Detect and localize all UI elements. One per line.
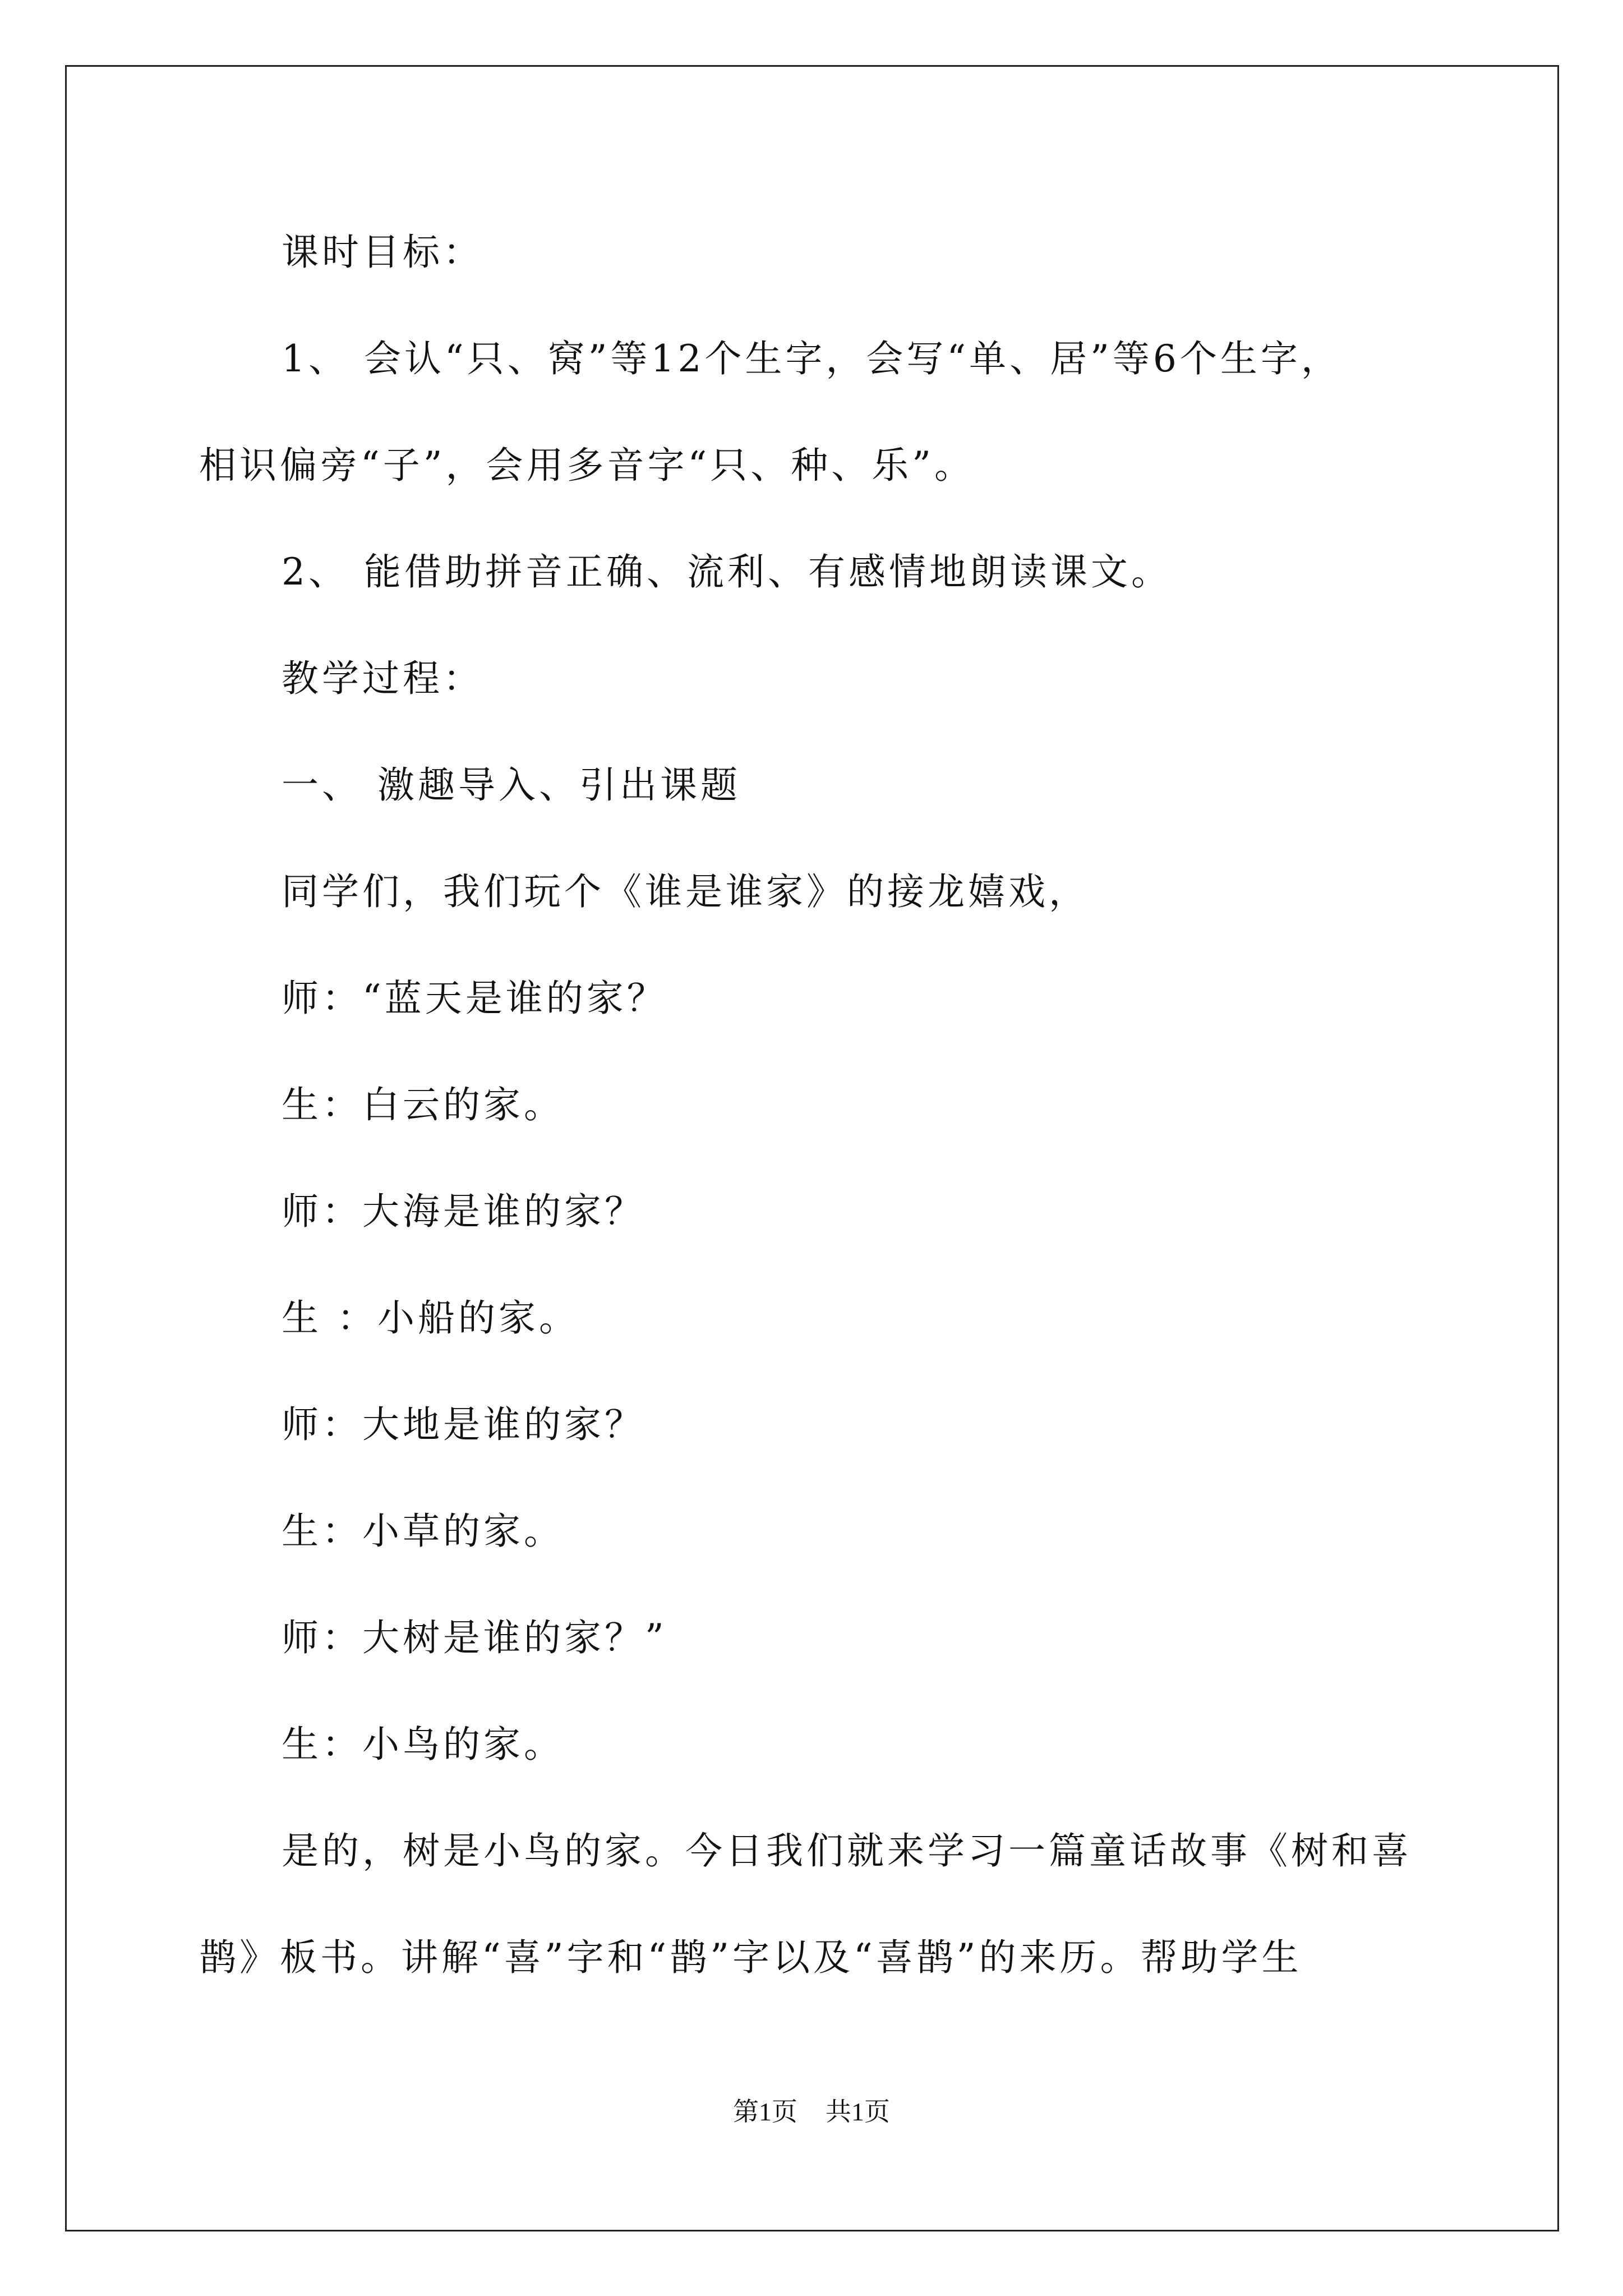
line-dialogue-3: 师：大海是谁的家？: [282, 1190, 645, 1233]
line-goal-2: 2、 能借助拼音正确、流利、有感情地朗读课文。: [282, 550, 1172, 593]
page-footer: [0, 2095, 1623, 2129]
line-dialogue-4: 生 ：小船的家。: [282, 1296, 579, 1340]
line-dialogue-8: 生：小鸟的家。: [282, 1723, 564, 1766]
line-dialogue-5: 师：大地是谁的家？: [282, 1403, 645, 1446]
line-goal-1-cont: 相识偏旁“子”，会用多音字“只、种、乐”。: [199, 444, 975, 487]
line-paragraph-start: 是的，树是小鸟的家。今日我们就来学习一篇童话故事《树和喜: [282, 1829, 1412, 1872]
line-dialogue-1: 师：“蓝天是谁的家？: [282, 977, 667, 1020]
total-pages-label: 共1页: [826, 2097, 890, 2126]
line-section-1-title: 一、 激趣导入、引出课题: [282, 763, 741, 807]
line-lesson-goals-heading: 课时目标：: [282, 231, 483, 274]
page-number-label: 第1页: [733, 2097, 797, 2126]
line-dialogue-6: 生：小草的家。: [282, 1510, 564, 1553]
line-dialogue-2: 生：白云的家。: [282, 1083, 564, 1126]
line-game-intro: 同学们，我们玩个《谁是谁家》的接龙嬉戏，: [282, 870, 1089, 913]
line-paragraph-cont: 鹊》板书。讲解“喜”字和“鹊”字以及“喜鹊”的来历。帮助学生: [199, 1936, 1302, 1979]
line-dialogue-7: 师：大树是谁的家？”: [282, 1616, 667, 1659]
line-process-heading: 教学过程：: [282, 657, 483, 700]
line-goal-1: 1、 会认“只、窝”等12个生字，会写“单、居”等6个生字，: [282, 337, 1341, 380]
